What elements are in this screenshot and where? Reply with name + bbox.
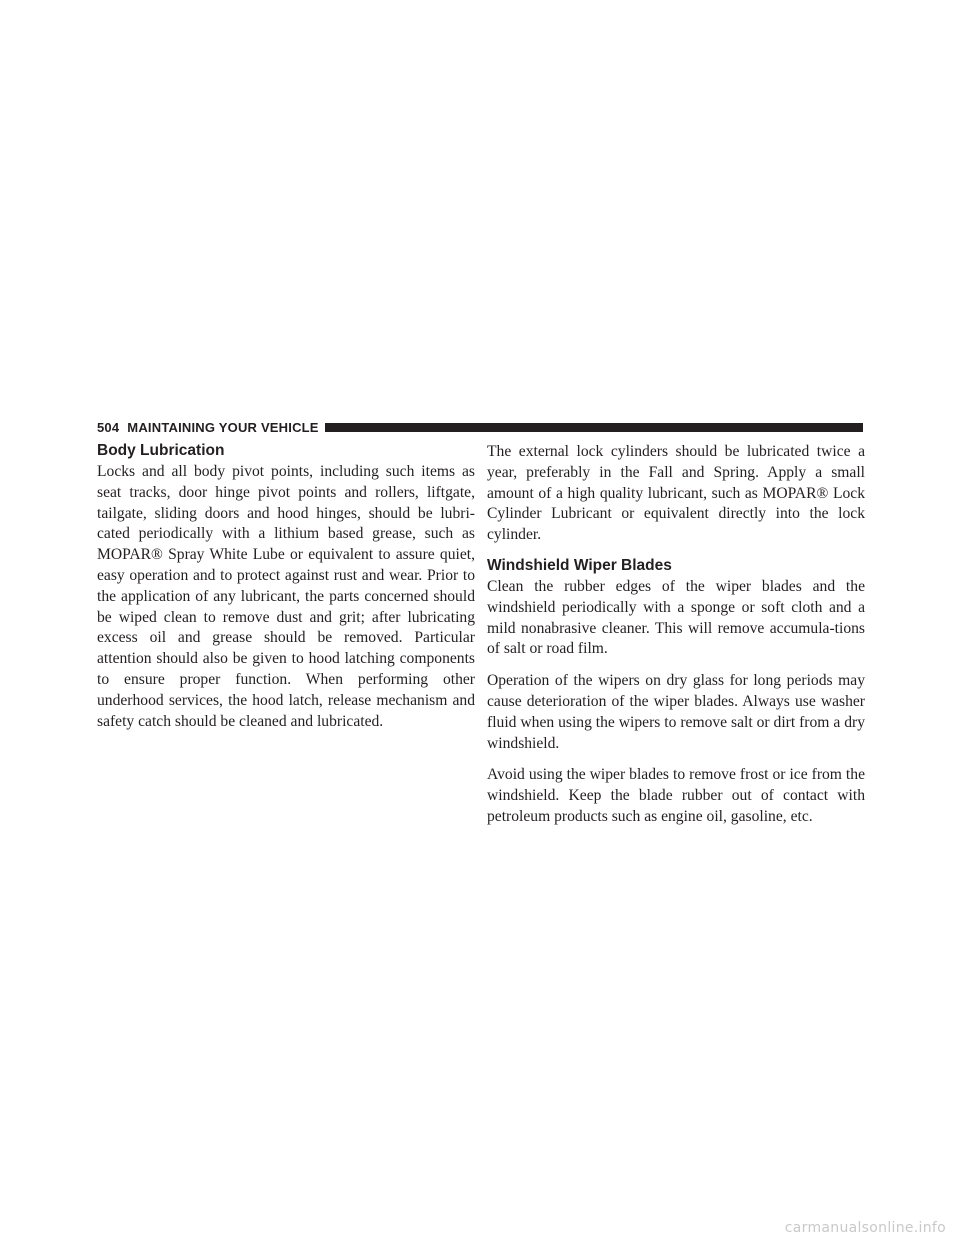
page-number: 504: [97, 419, 120, 435]
wiper-paragraph: Operation of the wipers on dry glass for long periods may cause deterioration of the wiper blades. Always use washer fluid when using the wipers to remove salt or dirt from a dry windshield.: [487, 672, 865, 752]
watermark: carmanualsonline.info: [784, 1220, 946, 1236]
wiper-blades-heading: Windshield Wiper Blades: [487, 556, 672, 574]
header-rule: [325, 423, 863, 432]
left-column: [97, 440, 475, 732]
body-lubrication-heading: Body Lubrication: [97, 442, 225, 459]
wiper-paragraph: Clean the rubber edges of the wiper blades and the windshield periodically with a sponge or soft cloth and a mild nonabrasive cleaner. This will remove accumula-tions of salt or road film.: [487, 577, 865, 658]
wiper-paragraph: Avoid using the wiper blades to remove frost or ice from the windshield. Keep the blade rubber out of contact with petroleum products such as engine oil, gasoline, etc.: [487, 766, 865, 825]
lock-cylinder-paragraph: The external lock cylinders should be lubricated twice a year, preferably in the Fall and Spring. Apply a small amount of a high quality lubricant, such as MOPAR® Lock Cylinder Lubricant or equivalent directly into the lock cylinder.: [487, 443, 865, 544]
section-title: MAINTAINING YOUR VEHICLE: [127, 419, 319, 435]
body-lubrication-paragraph: Locks and all body pivot points, including such items as seat tracks, door hinge pivot points and rollers, liftgate, tailgate, sliding doors and hood hinges, should be lubri-cated periodically with a lithium based grease, such as MOPAR® Spray White Lube or equivalent to assure quiet, easy operation and to protect against rust and wear. Prior to the application of any lubricant, the parts concerned should be wiped clean to remove dust and grit; after lubricating excess oil and grease should be removed. Particular attention should also be given to hood latching components to ensure proper function. When performing other underhood services, the hood latch, release mechanism and safety catch should be cleaned and lubricated.: [97, 463, 475, 730]
page-header: [97, 419, 863, 435]
right-column: [487, 442, 865, 828]
